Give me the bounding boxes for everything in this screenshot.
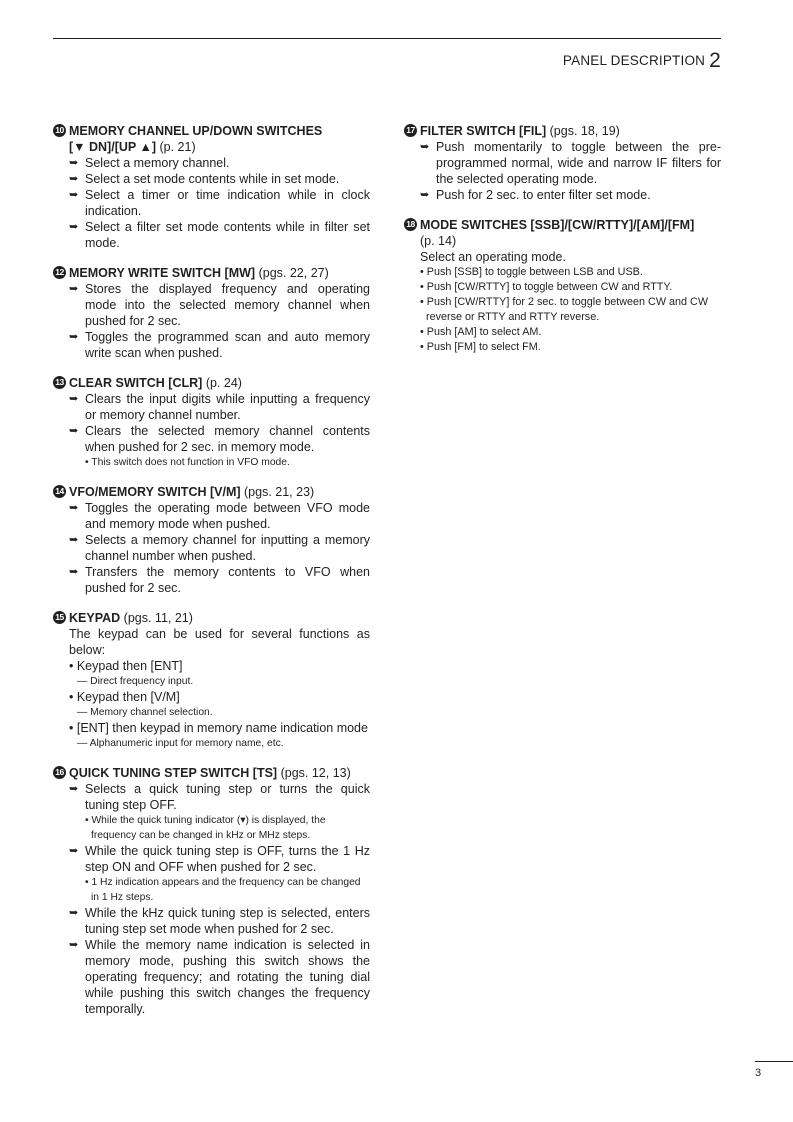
arrow-icon: ➥ — [69, 939, 79, 951]
number-badge: 13 — [53, 376, 66, 389]
section-title — [404, 123, 721, 139]
section-keypad — [53, 610, 370, 751]
number-badge: 16 — [53, 766, 66, 779]
number-badge: 10 — [53, 124, 66, 137]
left-column — [53, 123, 370, 1031]
list-item: • Keypad then [ENT] — [69, 659, 183, 673]
arrow-icon: ➥ — [69, 783, 79, 795]
bullet-text: While the quick tuning step is OFF, turns the 1 Hz step ON and OFF when pushed for 2 sec. — [85, 844, 370, 874]
bullet-text: Select a timer or time indication while in clock indication. — [85, 188, 370, 218]
arrow-icon: ➥ — [69, 534, 79, 546]
section-memory-channel-switches — [53, 123, 370, 251]
section-quick-tuning-step — [53, 765, 370, 1017]
bullet-item — [53, 281, 370, 329]
bullet-item — [53, 187, 370, 219]
bullet-item — [53, 219, 370, 251]
note-text: • 1 Hz indication appears and the frequency can be changed in 1 Hz steps. — [85, 877, 361, 903]
bullet-item — [53, 500, 370, 532]
section-title — [53, 765, 370, 781]
section-title — [53, 484, 370, 500]
bullet-item — [53, 155, 370, 171]
arrow-icon: ➥ — [420, 189, 430, 201]
arrow-icon: ➥ — [69, 189, 79, 201]
arrow-icon: ➥ — [69, 331, 79, 343]
arrow-icon: ➥ — [69, 157, 79, 169]
bullet-item — [53, 329, 370, 361]
bullet-item — [53, 937, 370, 1017]
section-title — [53, 265, 370, 281]
list-item: • Push [CW/RTTY] for 2 sec. to toggle between CW and CW reverse or RTTY and RTTY reverse. — [420, 296, 709, 323]
title-text: KEYPAD — [69, 611, 121, 625]
section-memory-write-switch — [53, 265, 370, 361]
page-reference: (pgs. 18, 19) — [549, 124, 620, 138]
page-reference: (pgs. 22, 27) — [258, 266, 329, 280]
section-vfo-memory-switch — [53, 484, 370, 596]
section-mode-switches — [404, 217, 721, 355]
top-rule — [53, 38, 721, 39]
bullet-text: Transfers the memory contents to VFO when pushed for 2 sec. — [85, 565, 370, 595]
bullet-text: Select a filter set mode contents while in filter set mode. — [85, 220, 370, 250]
title-text: FILTER SWITCH [FIL] — [420, 124, 547, 138]
bullet-text: Push momentarily to toggle between the pre-programmed normal, wide and narrow IF filters for the selected operating mode. — [436, 140, 721, 186]
bullet-item — [53, 781, 370, 813]
arrow-icon: ➥ — [420, 141, 430, 153]
bullet-text: Selects a memory channel for inputting a memory channel number when pushed. — [85, 533, 370, 563]
bullet-text: Toggles the programmed scan and auto memory write scan when pushed. — [85, 330, 370, 360]
list-item: • Keypad then [V/M] — [69, 690, 180, 704]
chapter-number: 2 — [709, 49, 721, 72]
arrow-icon: ➥ — [69, 173, 79, 185]
number-badge: 18 — [404, 218, 417, 231]
bullet-text: While the memory name indication is selected in memory mode, pushing this switch shows the operating frequency; and rotating the tuning dial while pushing this switch changes the frequency temporally. — [85, 938, 370, 1016]
title-text: MODE SWITCHES [SSB]/[CW/RTTY]/[AM]/[FM] — [420, 218, 695, 232]
section-title — [404, 217, 721, 249]
number-badge: 15 — [53, 611, 66, 624]
arrow-icon: ➥ — [69, 425, 79, 437]
arrow-icon: ➥ — [69, 845, 79, 857]
arrow-icon: ➥ — [69, 393, 79, 405]
section-title — [53, 123, 370, 155]
list-subtext: — Direct frequency input. — [77, 676, 194, 687]
bullet-item — [404, 139, 721, 187]
bottom-rule — [755, 1061, 793, 1062]
page-reference: (p. 21) — [159, 140, 196, 154]
bullet-item — [53, 564, 370, 596]
section-title — [53, 375, 370, 391]
intro-text: The keypad can be used for several functions as below: — [69, 627, 370, 657]
title-text: QUICK TUNING STEP SWITCH [TS] — [69, 766, 278, 780]
number-badge: 12 — [53, 266, 66, 279]
note-text: • This switch does not function in VFO mode. — [85, 457, 290, 468]
list-item: • Push [FM] to select FM. — [420, 341, 541, 353]
bullet-item — [404, 187, 721, 203]
title-text: CLEAR SWITCH [CLR] — [69, 376, 203, 390]
list-item: • Push [AM] to select AM. — [420, 326, 542, 338]
title-text: MEMORY WRITE SWITCH [MW] — [69, 266, 256, 280]
page-reference: (p. 14) — [420, 234, 457, 248]
title-text: MEMORY CHANNEL UP/DOWN SWITCHES — [69, 124, 323, 138]
number-badge: 17 — [404, 124, 417, 137]
list-item: • Push [CW/RTTY] to toggle between CW and RTTY. — [420, 281, 673, 293]
header-title: PANEL DESCRIPTION — [562, 53, 706, 68]
section-filter-switch — [404, 123, 721, 203]
arrow-icon: ➥ — [69, 283, 79, 295]
bullet-text: Push for 2 sec. to enter filter set mode. — [436, 188, 651, 202]
arrow-icon: ➥ — [69, 566, 79, 578]
list-item: • [ENT] then keypad in memory name indication mode — [69, 721, 368, 735]
number-badge: 14 — [53, 485, 66, 498]
bullet-text: Select a memory channel. — [85, 156, 230, 170]
page-reference: (pgs. 12, 13) — [280, 766, 351, 780]
bullet-text: While the kHz quick tuning step is selected, enters tuning step set mode when pushed for 2 sec. — [85, 906, 370, 936]
page-number: 3 — [755, 1067, 762, 1079]
section-title — [53, 610, 370, 626]
bullet-item — [53, 532, 370, 564]
bullet-item — [53, 391, 370, 423]
bullet-item — [53, 423, 370, 455]
bullet-item — [53, 843, 370, 875]
page-header — [563, 49, 721, 73]
bullet-item — [53, 171, 370, 187]
bullet-text: Clears the selected memory channel contents when pushed for 2 sec. in memory mode. — [85, 424, 370, 454]
page-reference: (pgs. 11, 21) — [123, 611, 193, 625]
title-text-line2: [▼ DN]/[UP ▲] — [69, 140, 157, 154]
arrow-icon: ➥ — [69, 221, 79, 233]
bullet-text: Toggles the operating mode between VFO mode and memory mode when pushed. — [85, 501, 370, 531]
page-reference: (p. 24) — [205, 376, 242, 390]
list-item: • Push [SSB] to toggle between LSB and USB. — [420, 266, 643, 278]
bullet-item — [53, 905, 370, 937]
bullet-text: Clears the input digits while inputting a frequency or memory channel number. — [85, 392, 370, 422]
intro-text: Select an operating mode. — [420, 250, 566, 264]
list-subtext: — Alphanumeric input for memory name, etc. — [77, 738, 284, 749]
section-clear-switch — [53, 375, 370, 470]
arrow-icon: ➥ — [69, 502, 79, 514]
note-text: • While the quick tuning indicator (▾) is displayed, the frequency can be changed in kHz or MHz steps. — [85, 815, 326, 841]
bullet-text: Selects a quick tuning step or turns the quick tuning step OFF. — [85, 782, 370, 812]
bullet-text: Stores the displayed frequency and operating mode into the selected memory channel when pushed for 2 sec. — [85, 282, 370, 328]
title-text: VFO/MEMORY SWITCH [V/M] — [69, 485, 241, 499]
list-subtext: — Memory channel selection. — [77, 707, 213, 718]
arrow-icon: ➥ — [69, 907, 79, 919]
page-reference: (pgs. 21, 23) — [244, 485, 315, 499]
bullet-text: Select a set mode contents while in set mode. — [85, 172, 340, 186]
right-column — [404, 123, 721, 369]
